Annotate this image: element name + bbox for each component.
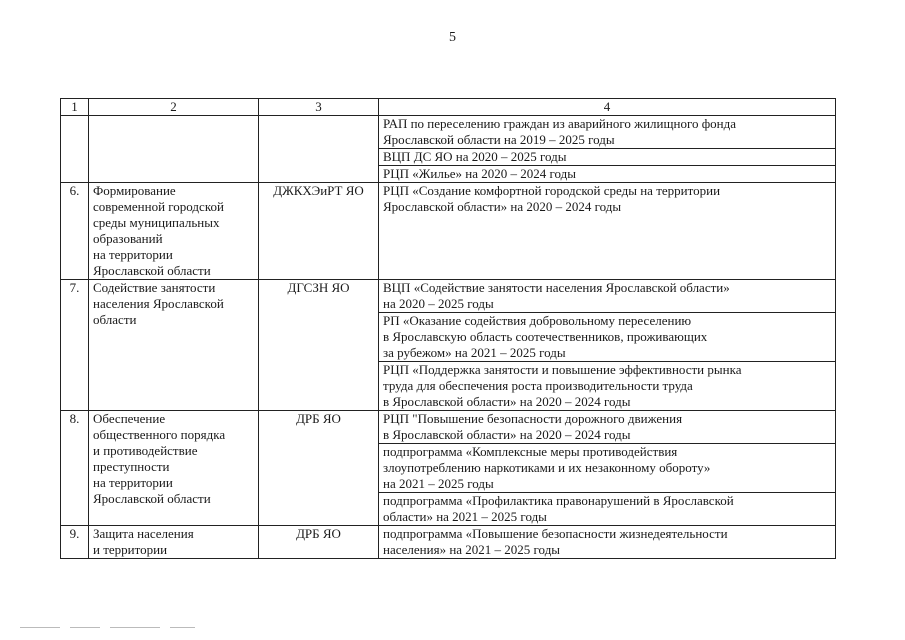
direction-cell <box>89 411 259 526</box>
program-item <box>379 526 835 558</box>
program-line: Ярославской области» на 2020 – 2024 годы <box>383 199 622 214</box>
programs-cell <box>379 526 836 559</box>
column-header-2: 2 <box>89 99 259 116</box>
executor-cell: ДРБ ЯО <box>259 526 379 559</box>
column-header-3: 3 <box>259 99 379 116</box>
program-line: подпрограмма «Профилактика правонарушений в Ярославской <box>383 493 734 508</box>
direction-cell <box>89 280 259 411</box>
direction-line: Защита населения <box>93 526 194 541</box>
program-line: РП «Оказание содействия добровольному переселению <box>383 313 692 328</box>
program-line: РЦП "Повышение безопасности дорожного движения <box>383 411 683 426</box>
program-line: труда для обеспечения роста производительности труда <box>383 378 693 393</box>
column-header-1: 1 <box>61 99 89 116</box>
direction-cell <box>89 116 259 183</box>
direction-line: общественного порядка <box>93 427 226 442</box>
direction-line: и территории <box>93 542 168 557</box>
programs-table <box>60 98 836 559</box>
column-header-4: 4 <box>379 99 836 116</box>
table-row <box>61 183 836 280</box>
program-line: в Ярославской области» на 2020 – 2024 годы <box>383 427 631 442</box>
row-number <box>61 116 89 183</box>
program-line: Ярославской области на 2019 – 2025 годы <box>383 132 615 147</box>
direction-line: образований <box>93 231 163 246</box>
direction-line: Формирование <box>93 183 176 198</box>
direction-cell <box>89 526 259 559</box>
table-row <box>61 116 836 183</box>
program-item <box>379 149 835 166</box>
program-line: области» на 2021 – 2025 годы <box>383 509 547 524</box>
executor-cell: ДРБ ЯО <box>259 411 379 526</box>
direction-line: Обеспечение <box>93 411 166 426</box>
row-number: 6. <box>61 183 89 280</box>
direction-line: Ярославской области <box>93 491 211 506</box>
programs-cell <box>379 183 836 280</box>
row-number: 7. <box>61 280 89 411</box>
program-line: подпрограмма «Комплексные меры противодействия <box>383 444 678 459</box>
table-header-row <box>61 99 836 116</box>
programs-cell <box>379 280 836 411</box>
programs-cell <box>379 116 836 183</box>
program-item <box>379 183 835 215</box>
program-line: подпрограмма «Повышение безопасности жизнедеятельности <box>383 526 728 541</box>
direction-line: Ярославской области <box>93 263 211 278</box>
program-line: на 2020 – 2025 годы <box>383 296 494 311</box>
program-line: населения» на 2021 – 2025 годы <box>383 542 561 557</box>
program-item <box>379 116 835 149</box>
program-item <box>379 444 835 493</box>
executor-cell: ДЖКХЭиРТ ЯО <box>259 183 379 280</box>
executor-cell: ДГСЗН ЯО <box>259 280 379 411</box>
program-line: ВЦП ДС ЯО на 2020 – 2025 годы <box>383 149 567 164</box>
direction-line: среды муниципальных <box>93 215 220 230</box>
direction-line: на территории <box>93 247 173 262</box>
program-line: злоупотреблению наркотиками и их незаконному обороту» <box>383 460 711 475</box>
program-item <box>379 362 835 410</box>
program-line: на 2021 – 2025 годы <box>383 476 494 491</box>
program-item <box>379 280 835 313</box>
page-number: 5 <box>449 30 456 45</box>
table-row <box>61 526 836 559</box>
executor-cell <box>259 116 379 183</box>
direction-line: населения Ярославской <box>93 296 224 311</box>
program-line: ВЦП «Содействие занятости населения Ярославской области» <box>383 280 730 295</box>
program-line: РЦП «Поддержка занятости и повышение эффективности рынка <box>383 362 742 377</box>
table-row <box>61 280 836 411</box>
direction-line: современной городской <box>93 199 224 214</box>
program-item <box>379 313 835 362</box>
program-line: в Ярославской области» на 2020 – 2024 годы <box>383 394 631 409</box>
program-line: РЦП «Создание комфортной городской среды на территории <box>383 183 721 198</box>
direction-line: преступности <box>93 459 170 474</box>
table-row <box>61 411 836 526</box>
program-line: в Ярославскую область соотечественников, проживающих <box>383 329 708 344</box>
row-number: 9. <box>61 526 89 559</box>
program-item <box>379 493 835 525</box>
program-line: за рубежом» на 2021 – 2025 годы <box>383 345 566 360</box>
program-line: РЦП «Жилье» на 2020 – 2024 годы <box>383 166 577 181</box>
direction-line: и противодействие <box>93 443 198 458</box>
program-item <box>379 166 835 182</box>
scan-artifact <box>0 627 300 631</box>
direction-cell <box>89 183 259 280</box>
direction-line: Содействие занятости <box>93 280 216 295</box>
table-body <box>61 116 836 559</box>
direction-line: на территории <box>93 475 173 490</box>
direction-line: области <box>93 312 137 327</box>
row-number: 8. <box>61 411 89 526</box>
programs-cell <box>379 411 836 526</box>
program-item <box>379 411 835 444</box>
program-line: РАП по переселению граждан из аварийного жилищного фонда <box>383 116 736 131</box>
